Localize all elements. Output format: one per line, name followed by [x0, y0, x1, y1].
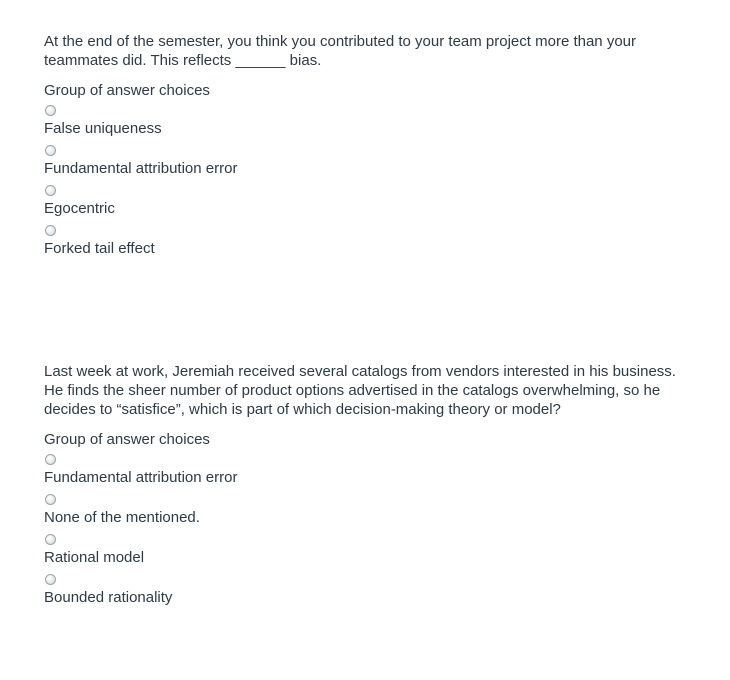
radio-button[interactable] [45, 454, 56, 465]
answer-label[interactable]: Bounded rationality [44, 589, 173, 606]
radio-button[interactable] [45, 145, 56, 156]
question-2 [44, 362, 684, 609]
radio-button[interactable] [45, 494, 56, 505]
question-1 [44, 32, 684, 260]
answer-label[interactable]: Fundamental attribution error [44, 469, 238, 486]
radio-button[interactable] [45, 225, 56, 236]
radio-button[interactable] [45, 534, 56, 545]
answer-option[interactable] [44, 574, 684, 609]
answer-option[interactable] [44, 185, 684, 220]
answer-label[interactable]: Egocentric [44, 200, 115, 217]
answer-group-label: Group of answer choices [44, 431, 210, 448]
answer-label[interactable]: Rational model [44, 549, 145, 566]
answer-label[interactable]: False uniqueness [44, 120, 162, 137]
answer-option[interactable] [44, 105, 684, 140]
question-prompt: At the end of the semester, you think you contributed to your team project more than your teammates did. This reflects ______ bias. [44, 33, 636, 69]
answer-option[interactable] [44, 494, 684, 529]
answer-choices [44, 454, 684, 609]
answer-label[interactable]: None of the mentioned. [44, 509, 200, 526]
answer-group-label: Group of answer choices [44, 82, 210, 99]
radio-button[interactable] [45, 185, 56, 196]
radio-button[interactable] [45, 105, 56, 116]
answer-option[interactable] [44, 145, 684, 180]
question-prompt: Last week at work, Jeremiah received several catalogs from vendors interested in his business. He finds the sheer number of product options advertised in the catalogs overwhelming, so he decides to “satisfice”, which is part of which decision-making theory or model? [44, 363, 676, 418]
radio-button[interactable] [45, 574, 56, 585]
answer-label[interactable]: Forked tail effect [44, 240, 155, 257]
answer-option[interactable] [44, 534, 684, 569]
answer-option[interactable] [44, 225, 684, 260]
answer-choices [44, 105, 684, 260]
answer-label[interactable]: Fundamental attribution error [44, 160, 238, 177]
answer-option[interactable] [44, 454, 684, 489]
